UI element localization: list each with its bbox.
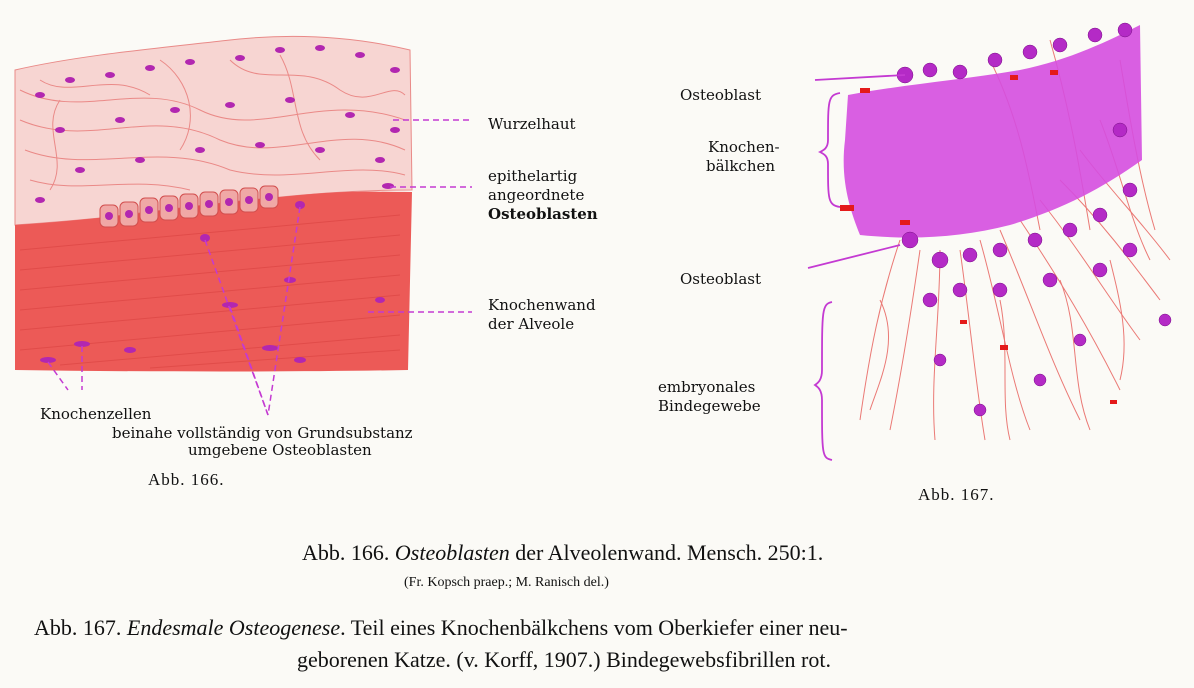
- label-knochenzellen: Knochenzellen: [40, 405, 152, 423]
- caption-166-rest: der Alveolenwand. Mensch. 250:1.: [515, 540, 824, 565]
- figure-number-167: Abb. 167.: [918, 485, 995, 504]
- caption-166-prefix: Abb. 166.: [302, 540, 390, 565]
- label-knochen: Knochen-: [708, 138, 780, 156]
- caption-166: [302, 538, 823, 568]
- label-embryonales: embryonales: [658, 378, 756, 396]
- label-bindegewebe: Bindegewebe: [658, 397, 761, 415]
- label-osteoblast-top: Osteoblast: [680, 86, 761, 104]
- label-osteoblast-mid: Osteoblast: [680, 270, 761, 288]
- label-baelkchen: bälkchen: [706, 157, 776, 175]
- figure-number-166: Abb. 166.: [148, 470, 225, 489]
- fig166-drawing: [15, 36, 472, 415]
- label-epithelartig: epithelartig: [488, 167, 578, 185]
- fig167-drawing: [808, 23, 1171, 460]
- caption-167-line1: [34, 613, 848, 643]
- caption-166-italic: Osteoblasten: [394, 540, 510, 565]
- label-angeordnete: angeordnete: [488, 186, 585, 204]
- caption-167-italic: Endesmale Osteogenese: [126, 615, 341, 640]
- caption-167-rest: . Teil eines Knochenbälkchens vom Oberkiefer einer neu-: [340, 615, 848, 640]
- label-umgebene-osteoblasten: umgebene Osteoblasten: [188, 441, 372, 459]
- label-wurzelhaut: Wurzelhaut: [488, 115, 576, 133]
- label-beinahe: beinahe vollständig von Grundsubstanz: [112, 424, 413, 442]
- label-knochenwand: Knochenwand: [488, 296, 596, 314]
- caption-167-line2: geborenen Katze. (v. Korff, 1907.) Bindegewebsfibrillen rot.: [297, 647, 831, 672]
- caption-167-prefix: Abb. 167.: [34, 615, 122, 640]
- caption-credit: (Fr. Kopsch praep.; M. Ranisch del.): [404, 575, 609, 590]
- label-der-alveole: der Alveole: [488, 315, 575, 333]
- label-osteoblasten: Osteoblasten: [488, 205, 598, 223]
